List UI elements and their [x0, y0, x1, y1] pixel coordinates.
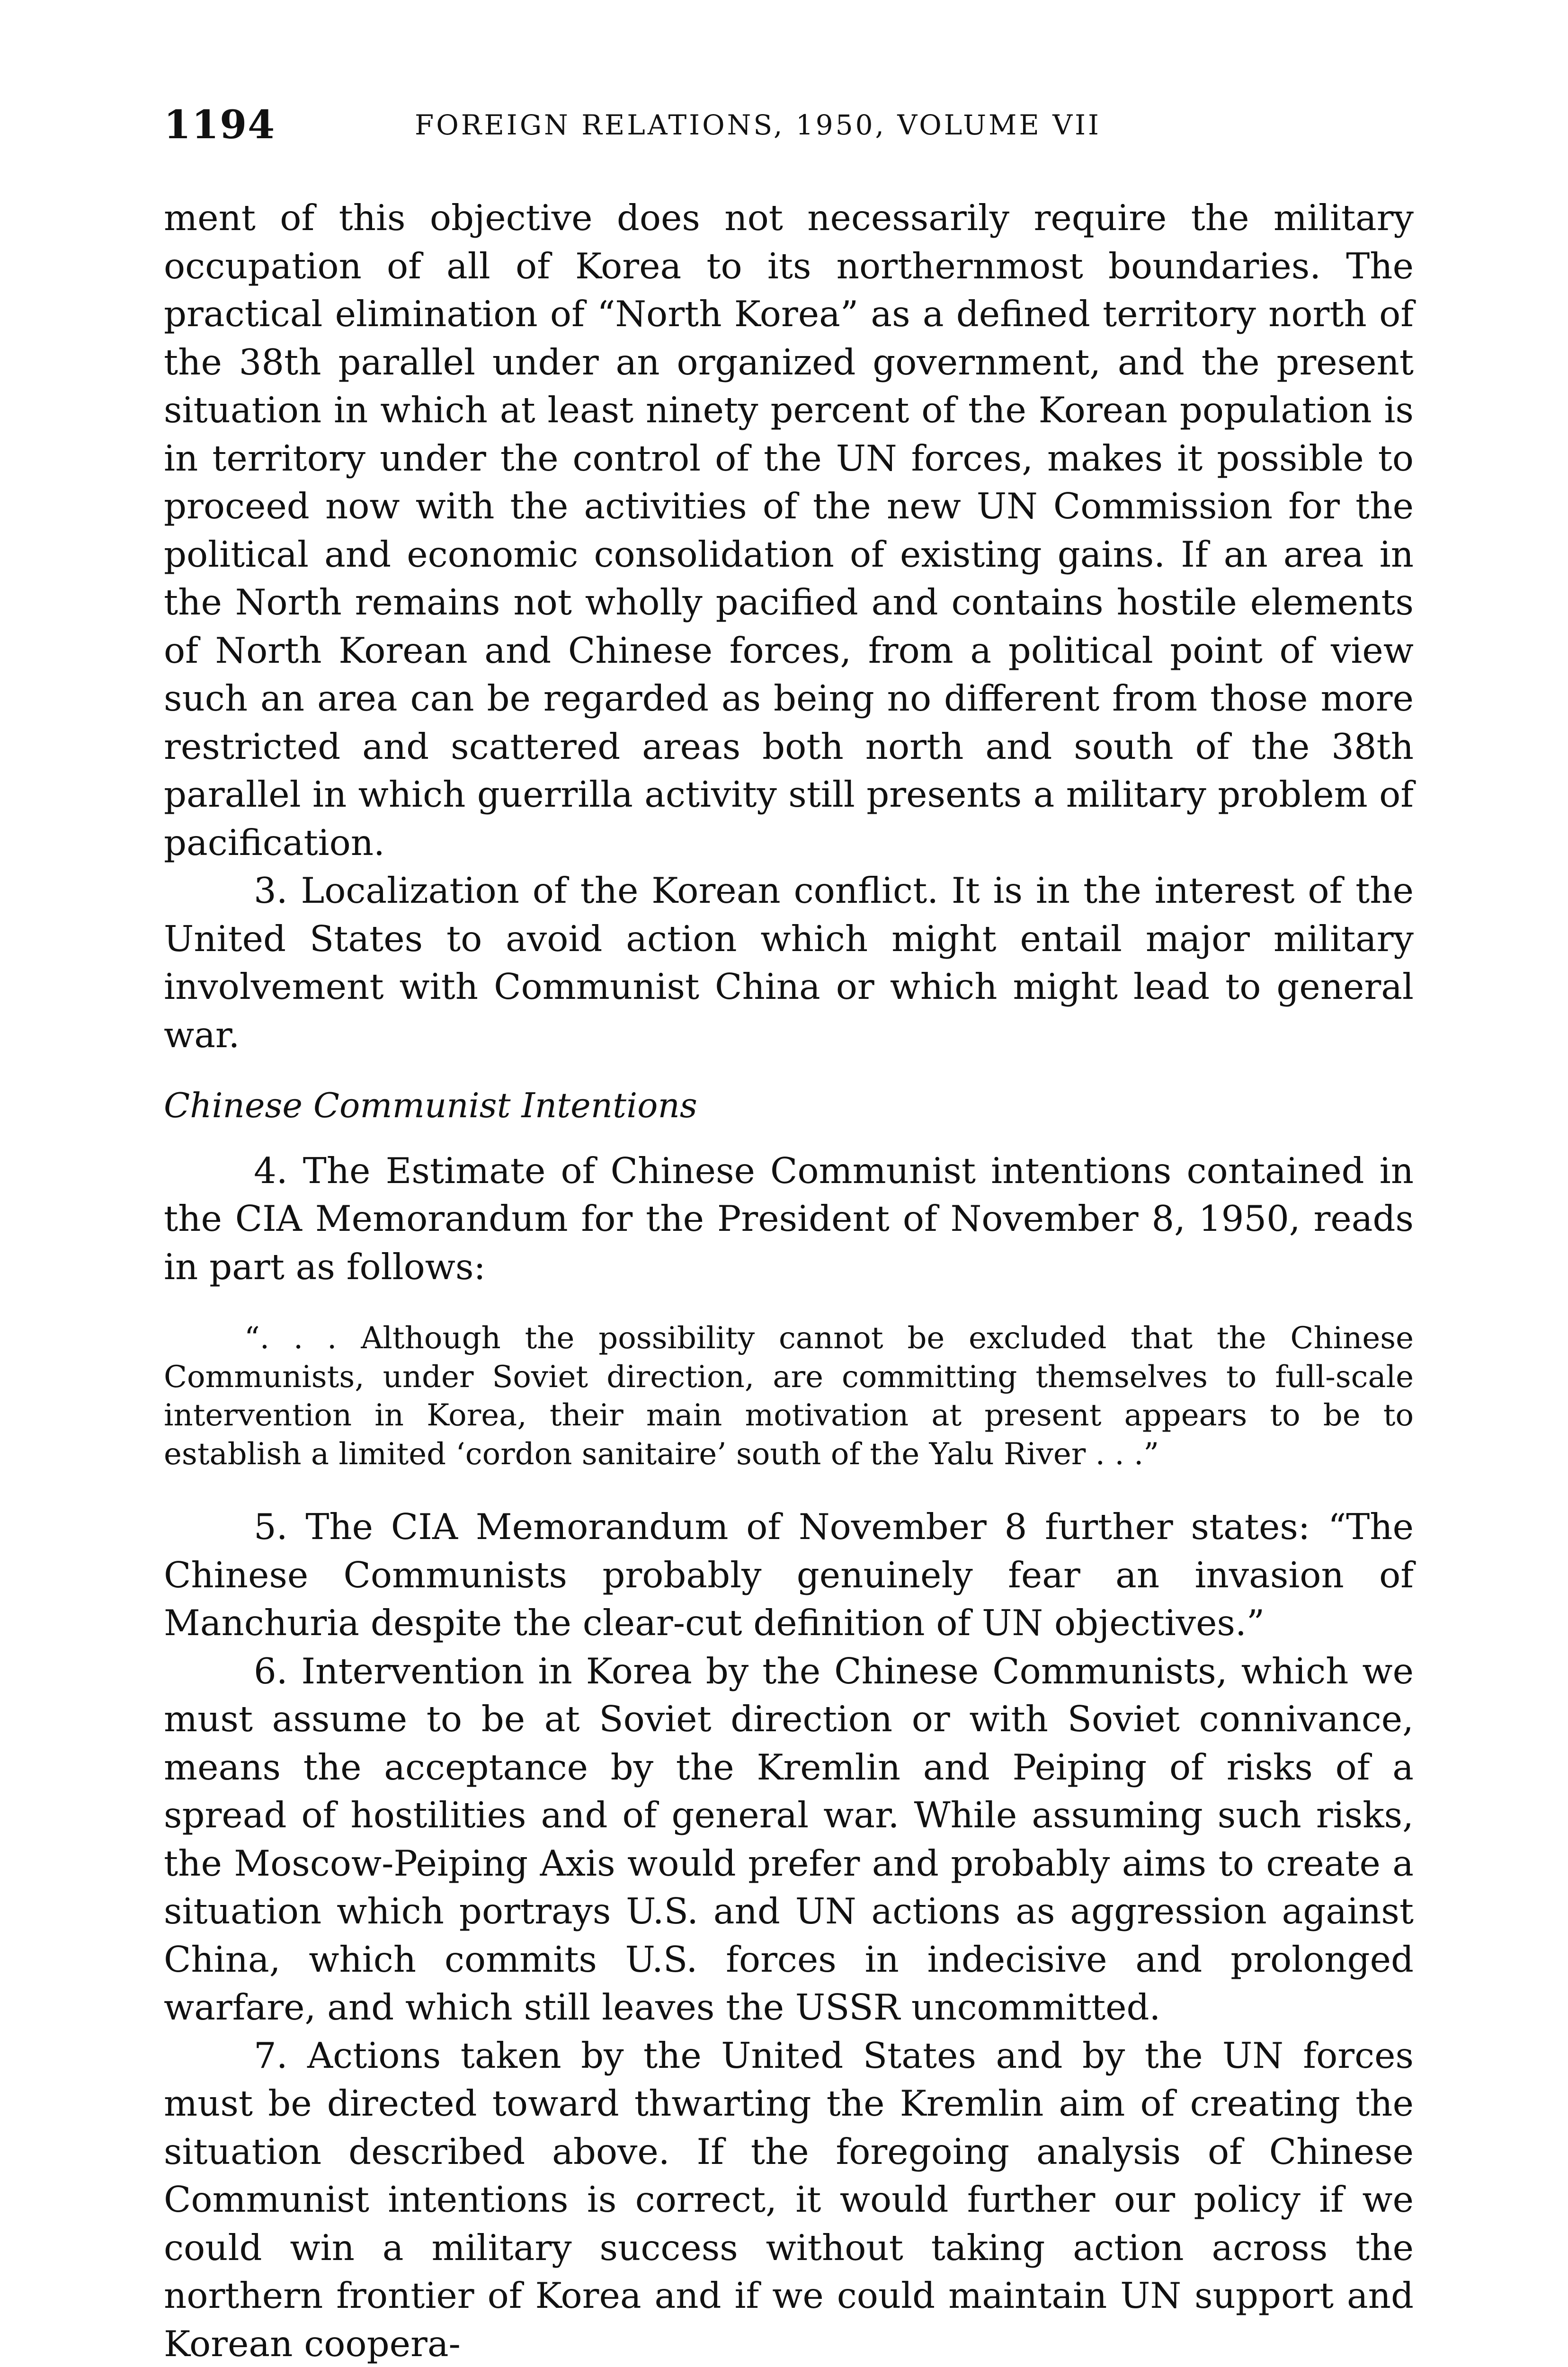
paragraph-4: 4. The Estimate of Chinese Communist intentions contained in the CIA Memorandum for the President of November 8, 1950, reads in part as follows:: [164, 1149, 1414, 1288]
page-number: 1194: [164, 102, 276, 148]
paragraph-3: 3. Localization of the Korean conflict. It is in the interest of the United States to avoid action which might entail major military involvement with Communist China or which might lead to general war.: [164, 870, 1414, 1056]
paragraph-5: 5. The CIA Memorandum of November 8 further states: “The Chinese Communists probably genuinely fear an invasion of Manchuria despite the clear-cut definition of UN objectives.”: [164, 1506, 1414, 1644]
paragraph-continuation: ment of this objective does not necessarily require the military occupation of all of Korea to its northernmost boundaries. The practical elimination of “North Korea” as a defined territory north of the 38th parallel under an organized government, and the present situation in which at least ninety percent of the Korean population is in territory under the control of the UN forces, makes it possible to proceed now with the activities of the new UN Commission for the political and economic consolidation of existing gains. If an area in the North remains not wholly pacified and contains hostile elements of North Korean and Chinese forces, from a political point of view such an area can be regarded as being no different from those more restricted and scattered areas both north and south of the 38th parallel in which guerrilla activity still presents a military problem of pacification.: [164, 197, 1414, 863]
paragraph-6: 6. Intervention in Korea by the Chinese Communists, which we must assume to be at Soviet direction or with Soviet connivance, means the acceptance by the Kremlin and Peiping of risks of a spread of hostilities and of general war. While assuming such risks, the Moscow-Peiping Axis would prefer and probably aims to create a situation which portrays U.S. and UN actions as aggression against China, which commits U.S. forces in indecisive and prolonged warfare, and which still leaves the USSR uncommitted.: [164, 1650, 1414, 2028]
running-head: FOREIGN RELATIONS, 1950, VOLUME VII: [415, 109, 1101, 141]
block-quote: “. . . Although the possibility cannot be excluded that the Chinese Communists, under Soviet direction, are committing themselves to full-scale intervention in Korea, their main motivation at present appears to be to establish a limited ‘cordon sanitaire’ south of the Yalu River . . .”: [164, 1321, 1414, 1472]
body-text: [164, 194, 1414, 2367]
page-header: [164, 102, 1414, 155]
section-heading: Chinese Communist Intentions: [164, 1086, 697, 1125]
paragraph-7: 7. Actions taken by the United States and by the UN forces must be directed toward thwarting the Kremlin aim of creating the situation described above. If the foregoing analysis of Chinese Communist intentions is correct, it would further our policy if we could win a military success without taking action across the northern frontier of Korea and if we could maintain UN support and Korean coopera-: [164, 2034, 1414, 2365]
